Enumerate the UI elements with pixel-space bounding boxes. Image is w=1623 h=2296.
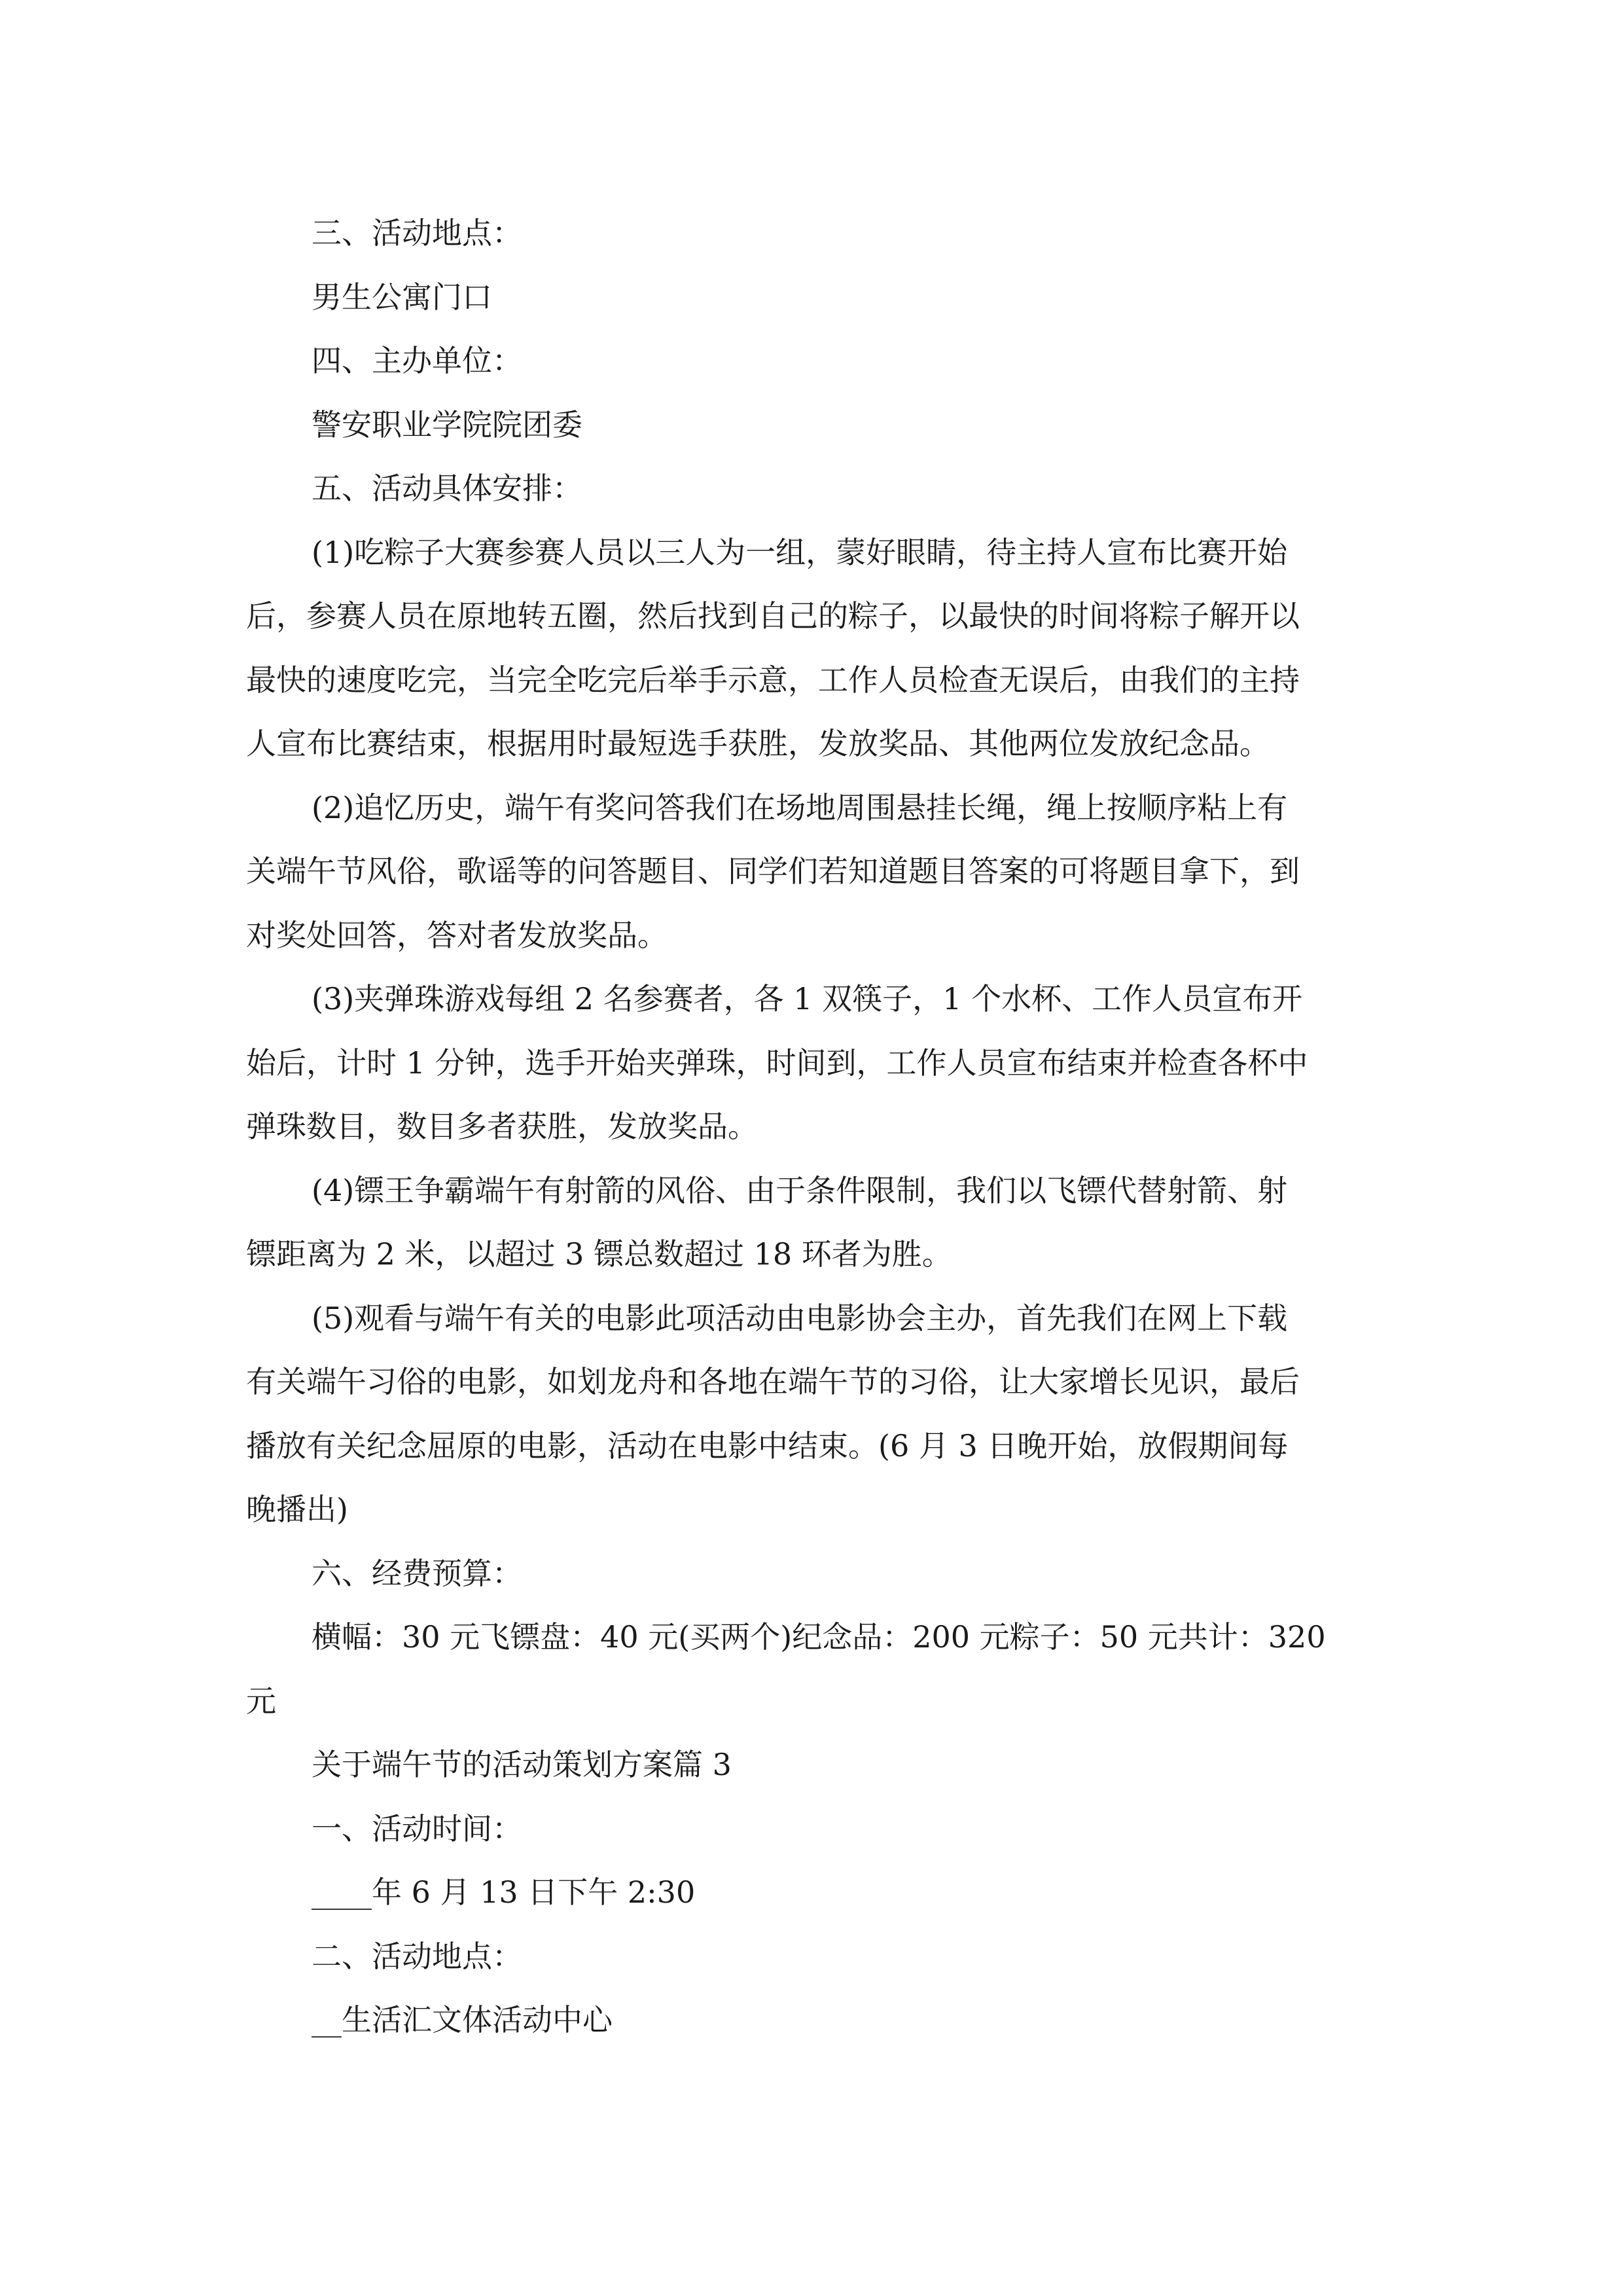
organizer-text: 警安职业学院院团委 — [312, 406, 582, 442]
section-heading-time: 一、活动时间： — [312, 1810, 522, 1846]
item-1-line-4: 人宣布比赛结束，根据用时最短选手获胜，发放奖品、其他两位发放纪念品。 — [246, 726, 1270, 761]
item-5-line-1: (5)观看与端午有关的电影此项活动由电影协会主办，首先我们在网上下载 — [312, 1300, 1288, 1336]
item-4-line-2: 镖距离为 2 米，以超过 3 镖总数超过 18 环者为胜。 — [246, 1236, 952, 1272]
item-5-line-4: 晚播出) — [246, 1492, 348, 1527]
item-2-line-1: (2)追忆历史，端午有奖问答我们在场地周围悬挂长绳，绳上按顺序粘上有 — [312, 789, 1288, 825]
article-title-part-3: 关于端午节的活动策划方案篇 3 — [312, 1747, 732, 1782]
item-3-line-3: 弹珠数目，数目多者获胜，发放奖品。 — [246, 1109, 758, 1144]
section-heading-budget: 六、经费预算： — [312, 1555, 522, 1591]
item-3-line-1: (3)夹弹珠游戏每组 2 名参赛者，各 1 双筷子，1 个水杯、工作人员宣布开 — [312, 981, 1303, 1016]
item-5-line-2: 有关端午习俗的电影，如划龙舟和各地在端午节的习俗，让大家增长见识，最后 — [246, 1364, 1300, 1399]
item-1-line-3: 最快的速度吃完，当完全吃完后举手示意，工作人员检查无误后，由我们的主持 — [246, 662, 1300, 698]
location-text: 男生公寓门口 — [312, 279, 492, 315]
venue-text: __生活汇文体活动中心 — [312, 2002, 613, 2037]
section-heading-venue: 二、活动地点： — [312, 1938, 522, 1974]
item-1-line-1: (1)吃粽子大赛参赛人员以三人为一组，蒙好眼睛，待主持人宣布比赛开始 — [312, 534, 1288, 570]
time-text: ____年 6 月 13 日下午 2:30 — [312, 1874, 696, 1910]
section-heading-organizer: 四、主办单位： — [312, 343, 522, 378]
item-2-line-3: 对奖处回答，答对者发放奖品。 — [246, 917, 668, 953]
item-1-line-2: 后，参赛人员在原地转五圈，然后找到自己的粽子，以最快的时间将粽子解开以 — [246, 598, 1300, 634]
item-5-line-3: 播放有关纪念屈原的电影，活动在电影中结束。(6 月 3 日晚开始，放假期间每 — [246, 1427, 1289, 1463]
section-heading-location: 三、活动地点： — [312, 215, 522, 251]
document-body — [246, 202, 1377, 2053]
item-4-line-1: (4)镖王争霸端午有射箭的风俗、由于条件限制，我们以飞镖代替射箭、射 — [312, 1172, 1288, 1208]
item-2-line-2: 关端午节风俗，歌谣等的问答题目、同学们若知道题目答案的可将题目拿下，到 — [246, 853, 1300, 889]
budget-line-1: 横幅：30 元飞镖盘：40 元(买两个)纪念品：200 元粽子：50 元共计：320 — [312, 1619, 1326, 1655]
budget-line-2: 元 — [246, 1683, 276, 1719]
section-heading-schedule: 五、活动具体安排： — [312, 471, 582, 506]
item-3-line-2: 始后，计时 1 分钟，选手开始夹弹珠，时间到，工作人员宣布结束并检查各杯中 — [246, 1045, 1308, 1081]
